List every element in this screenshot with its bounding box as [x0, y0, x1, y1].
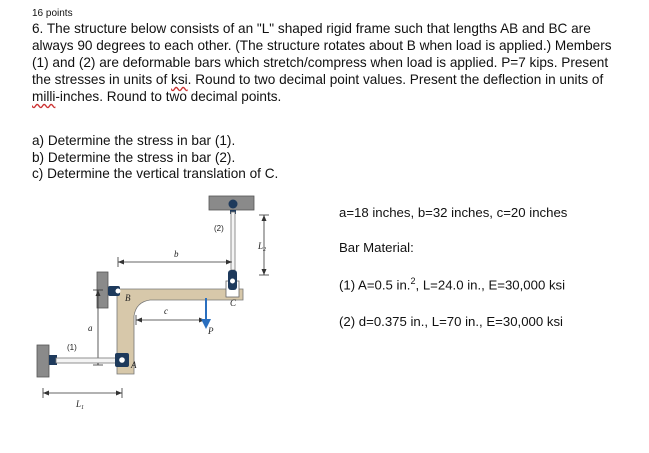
label-c: c — [164, 306, 168, 316]
label-L1: $L_1$ — [76, 399, 85, 411]
dimensions-text: a=18 inches, b=32 inches, c=20 inches — [339, 205, 568, 220]
problem-text-2: . Round to two decimal point values. Present the deflection in units of — [187, 72, 604, 87]
wall-support-a — [37, 345, 49, 377]
label-b: b — [174, 249, 179, 259]
label-P: P — [208, 326, 214, 336]
label-C: C — [230, 298, 237, 308]
problem-number: 6. — [32, 21, 44, 36]
bar2-properties: (2) d=0.375 in., L=70 in., E=30,000 ksi — [339, 314, 563, 329]
points-label: 16 points — [32, 8, 73, 19]
label-B: B — [125, 293, 131, 303]
pin-top — [229, 200, 238, 209]
milli-word: milli — [32, 89, 56, 104]
label-bar-1: (1) — [67, 343, 77, 352]
question-b: b) Determine the stress in bar (2). — [32, 150, 236, 165]
ksi-word: ksi — [171, 72, 188, 87]
bar1-properties: (1) A=0.5 in.$^2$, L=24.0 in., E=30,000 ksi — [339, 276, 566, 293]
bar-2 — [231, 212, 235, 270]
label-bar-2: (2) — [214, 224, 224, 233]
problem-text-3: -inches. Round to two decimal points. — [55, 89, 282, 104]
bar-1 — [56, 358, 118, 363]
question-a: a) Determine the stress in bar (1). — [32, 133, 236, 148]
label-A: A — [131, 360, 137, 370]
label-L2: $L_2$ — [258, 241, 267, 253]
label-a: a — [88, 323, 93, 333]
problem-text: The structure below consists of an "L" shaped rigid frame such that lengths AB and BC are always 90 degrees to each other. (The structure rotates about B when load is applied.) Members (1) and (2) are deformable bars which stretch/compress when load is applied. P=7 kips. Present the stresses in units of — [32, 21, 612, 87]
material-heading: Bar Material: — [339, 240, 414, 255]
question-c: c) Determine the vertical translation of C. — [32, 166, 279, 181]
